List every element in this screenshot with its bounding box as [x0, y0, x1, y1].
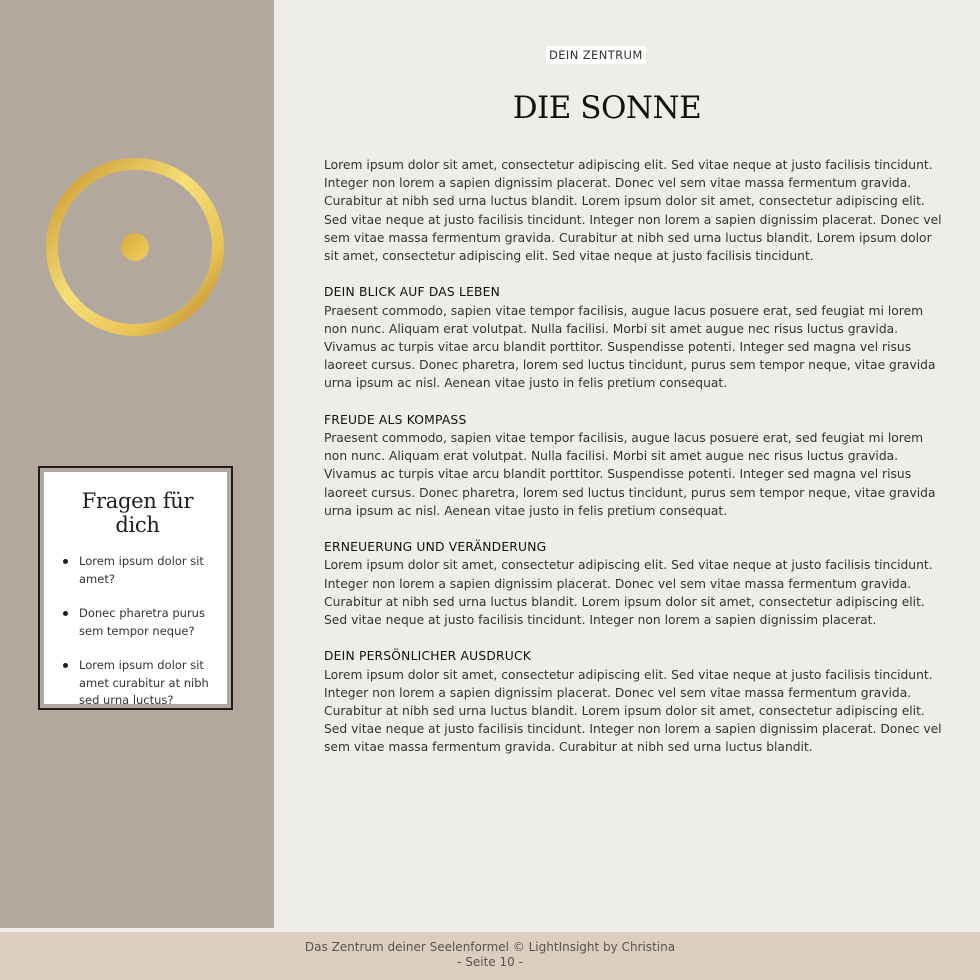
questions-list	[61, 553, 214, 710]
section-block	[324, 538, 948, 629]
section-eyebrow: DEIN ZENTRUM	[546, 46, 646, 64]
page-title: DIE SONNE	[512, 90, 702, 126]
sun-circle-icon	[44, 156, 226, 338]
footer-credit: Das Zentrum deiner Seelenformel © LightInsight by Christina	[304, 940, 676, 954]
section-body: Lorem ipsum dolor sit amet, consectetur adipiscing elit. Sed vitae neque at justo facilisis tincidunt. Integer non lorem a sapien dignissim placerat. Donec vel sem vitae massa fermentum gravida. Curabitur at nibh sed urna luctus blandit. Lorem ipsum dolor sit amet, consectetur adipiscing elit. Sed vitae neque at justo facilisis tincidunt. Integer non lorem a sapien dignissim placerat.	[324, 558, 933, 628]
page-footer	[0, 932, 980, 980]
question-item: Donec pharetra purus sem tempor neque?	[61, 605, 214, 640]
section-body: Lorem ipsum dolor sit amet, consectetur adipiscing elit. Sed vitae neque at justo facilisis tincidunt. Integer non lorem a sapien dignissim placerat. Donec vel sem vitae massa fermentum gravida. Curabitur at nibh sed urna luctus blandit. Lorem ipsum dolor sit amet, consectetur adipiscing elit. Sed vitae neque at justo facilisis tincidunt. Integer non lorem a sapien dignissim placerat. Donec vel sem vitae massa fermentum gravida. Curabitur at nibh sed urna luctus blandit.	[324, 667, 942, 755]
question-item: Lorem ipsum dolor sit amet curabitur at nibh sed urna luctus?	[61, 657, 214, 710]
page-number: - Seite 10 -	[457, 954, 523, 969]
intro-paragraph: Lorem ipsum dolor sit amet, consectetur adipiscing elit. Sed vitae neque at justo facilisis tincidunt. Integer non lorem a sapien dignissim placerat. Donec vel sem vitae massa fermentum gravida. Curabitur at nibh sed urna luctus blandit. Lorem ipsum dolor sit amet, consectetur adipiscing elit. Sed vitae neque at justo facilisis tincidunt. Integer non lorem a sapien dignissim placerat. Donec vel sem vitae massa fermentum gravida. Curabitur at nibh sed urna luctus blandit. Lorem ipsum dolor sit amet, consectetur adipiscing elit. Sed vitae neque at justo facilisis tincidunt.	[324, 158, 942, 264]
section-block	[324, 283, 948, 392]
section-heading: FREUDE ALS KOMPASS	[324, 412, 467, 427]
question-item: Lorem ipsum dolor sit amet?	[61, 553, 214, 588]
main-content	[324, 156, 948, 775]
section-block	[324, 411, 948, 520]
questions-title: Fragen für dich	[81, 489, 194, 537]
sidebar	[0, 0, 274, 928]
section-block	[324, 647, 948, 756]
section-heading: ERNEUERUNG UND VERÄNDERUNG	[324, 540, 547, 555]
section-body: Praesent commodo, sapien vitae tempor facilisis, augue lacus posuere erat, sed feugiat mi lorem non nunc. Aliquam erat volutpat. Nulla facilisi. Morbi sit amet augue nec risus luctus gravida. Vivamus ac turpis vitae arcu blandit porttitor. Suspendisse potenti. Integer sed magna vel risus laoreet cursus. Donec pharetra, lorem sed luctus tincidunt, purus sem tempor neque, vitae gravida urna ipsum ac nisl. Aenean vitae justo in felis pretium consequat.	[324, 303, 936, 391]
section-body: Praesent commodo, sapien vitae tempor facilisis, augue lacus posuere erat, sed feugiat mi lorem non nunc. Aliquam erat volutpat. Nulla facilisi. Morbi sit amet augue nec risus luctus gravida. Vivamus ac turpis vitae arcu blandit porttitor. Suspendisse potenti. Integer sed magna vel risus laoreet cursus. Donec pharetra, lorem sed luctus tincidunt, purus sem tempor neque, vitae gravida urna ipsum ac nisl. Aenean vitae justo in felis pretium consequat.	[324, 431, 936, 518]
questions-card	[44, 472, 227, 707]
questions-box	[38, 466, 233, 710]
section-heading: DEIN BLICK AUF DAS LEBEN	[324, 285, 501, 300]
section-heading: DEIN PERSÖNLICHER AUSDRUCK	[324, 649, 531, 664]
